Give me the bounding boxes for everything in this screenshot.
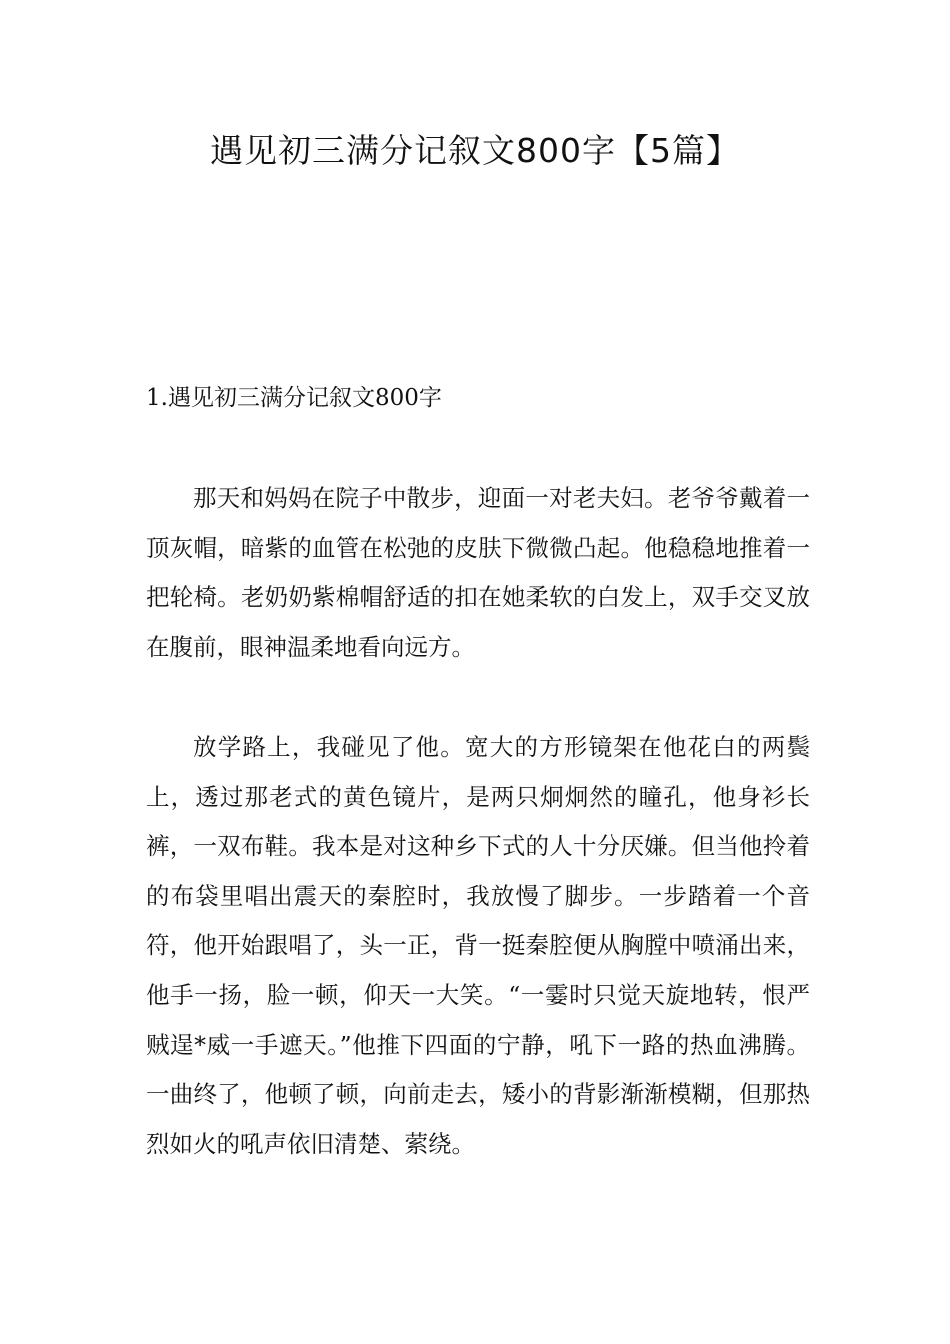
paragraph-2: 放学路上，我碰见了他。宽大的方形镜架在他花白的两鬓上，透过那老式的黄色镜片，是两只炯炯然的瞳孔，他身衫长裤，一双布鞋。我本是对这种乡下式的人十分厌嫌。但当他拎着的布袋里唱出震天的秦腔时，我放慢了脚步。一步踏着一个音符，他开始跟唱了，头一正，背一挺秦腔便从胸膛中喷涌出来，他手一扬，脸一顿，仰天一大笑。“一霎时只觉天旋地转，恨严贼逞*威一手遮天。”他推下四面的宁静，吼下一路的热血沸腾。一曲终了，他顿了顿，向前走去，矮小的背影渐渐模糊，但那热烈如火的吼声依旧清楚、萦绕。 — [146, 733, 810, 1158]
document-title: 遇见初三满分记叙文800字【5篇】 — [210, 131, 740, 170]
paragraph-1: 那天和妈妈在院子中散步，迎面一对老夫妇。老爷爷戴着一顶灰帽，暗紫的血管在松弛的皮肤下微微凸起。他稳稳地推着一把轮椅。老奶奶紫棉帽舒适的扣在她柔软的白发上，双手交叉放在腹前，眼神温柔地看向远方。 — [146, 484, 810, 661]
section-heading: 1.遇见初三满分记叙文800字 — [146, 385, 442, 411]
